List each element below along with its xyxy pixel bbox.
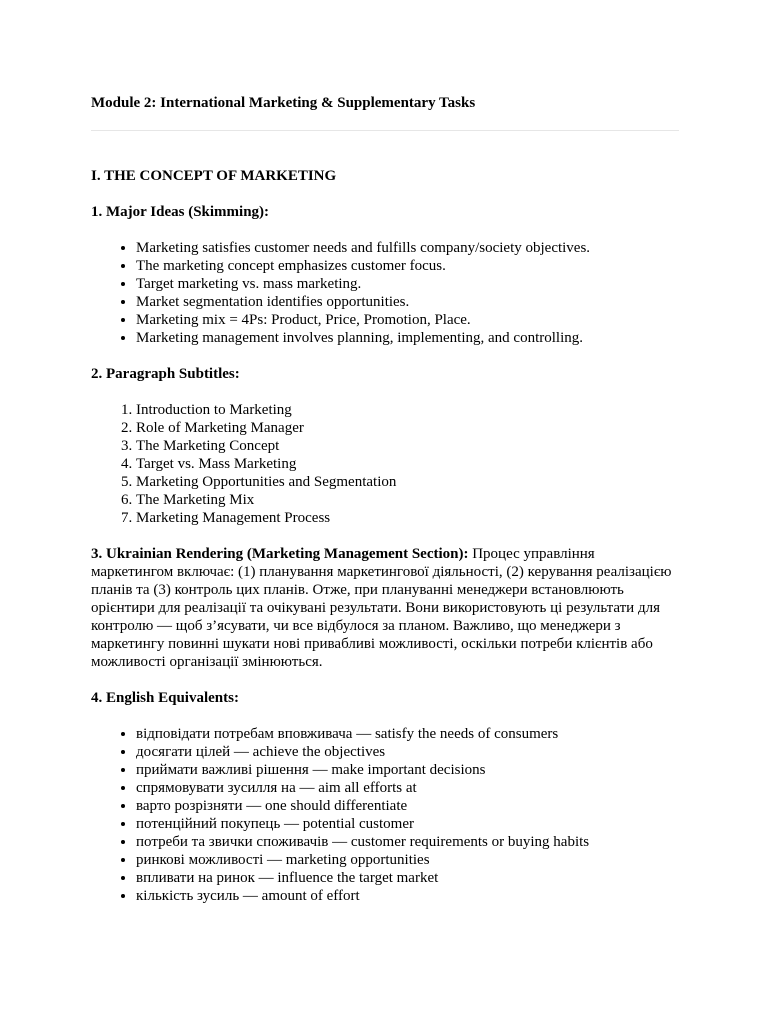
list-item: • ринкові можливості — marketing opportunities: [136, 851, 679, 869]
list-item: • Target marketing vs. mass marketing.: [136, 275, 679, 293]
list-item: • Marketing management involves planning, implementing, and controlling.: [136, 329, 679, 347]
list-item: 1. Introduction to Marketing: [136, 401, 679, 419]
list-item: 6. The Marketing Mix: [136, 491, 679, 509]
english-equivalents-list: [91, 725, 679, 905]
list-item: 4. Target vs. Mass Marketing: [136, 455, 679, 473]
list-item: • потенційний покупець — potential customer: [136, 815, 679, 833]
title-divider: [91, 130, 679, 131]
list-item: • Market segmentation identifies opportunities.: [136, 293, 679, 311]
section-heading: I. THE CONCEPT OF MARKETING: [91, 168, 337, 184]
document-body: [91, 94, 679, 905]
major-ideas-list: [91, 239, 679, 347]
list-item: 5. Marketing Opportunities and Segmentation: [136, 473, 679, 491]
list-item: • потреби та звички споживачів — customer requirements or buying habits: [136, 833, 679, 851]
english-equivalents-heading: 4. English Equivalents:: [91, 690, 239, 706]
paragraph-subtitles-heading: 2. Paragraph Subtitles:: [91, 366, 240, 382]
list-item: • The marketing concept emphasizes customer focus.: [136, 257, 679, 275]
list-item: • приймати важливі рішення — make important decisions: [136, 761, 679, 779]
list-item: • Marketing mix = 4Ps: Product, Price, Promotion, Place.: [136, 311, 679, 329]
paragraph-subtitles-list: [91, 401, 679, 527]
list-item: • впливати на ринок — influence the target market: [136, 869, 679, 887]
ukrainian-rendering-heading: 3. Ukrainian Rendering (Marketing Management Section):: [91, 546, 469, 562]
list-item: • кількість зусиль — amount of effort: [136, 887, 679, 905]
list-item: 2. Role of Marketing Manager: [136, 419, 679, 437]
list-item: • варто розрізняти — one should differentiate: [136, 797, 679, 815]
ukrainian-rendering-text: Процес управління маркетингом включає: (1) планування маркетингової діяльності, (2) керування реалізацією планів та (3) контроль цих планів. Отже, при плануванні менеджери встановлюють орієнтири для реалізації та очікувані результати. Вони використовують ці результати для контролю — щоб з’ясувати, чи все відбулося за планом. Важливо, що менеджери з маркетингу повинні шукати нові привабливі можливості, оскільки потреби клієнтів або можливості організації змінюються.: [91, 546, 672, 670]
major-ideas-heading: 1. Major Ideas (Skimming):: [91, 204, 270, 220]
list-item: • спрямовувати зусилля на — aim all efforts at: [136, 779, 679, 797]
list-item: 7. Marketing Management Process: [136, 509, 679, 527]
list-item: • відповідати потребам вповживача — satisfy the needs of consumers: [136, 725, 679, 743]
document-title: Module 2: International Marketing & Supplementary Tasks: [91, 95, 476, 111]
list-item: • Marketing satisfies customer needs and fulfills company/society objectives.: [136, 239, 679, 257]
ukrainian-rendering-paragraph: [91, 545, 679, 671]
list-item: 3. The Marketing Concept: [136, 437, 679, 455]
list-item: • досягати цілей — achieve the objectives: [136, 743, 679, 761]
